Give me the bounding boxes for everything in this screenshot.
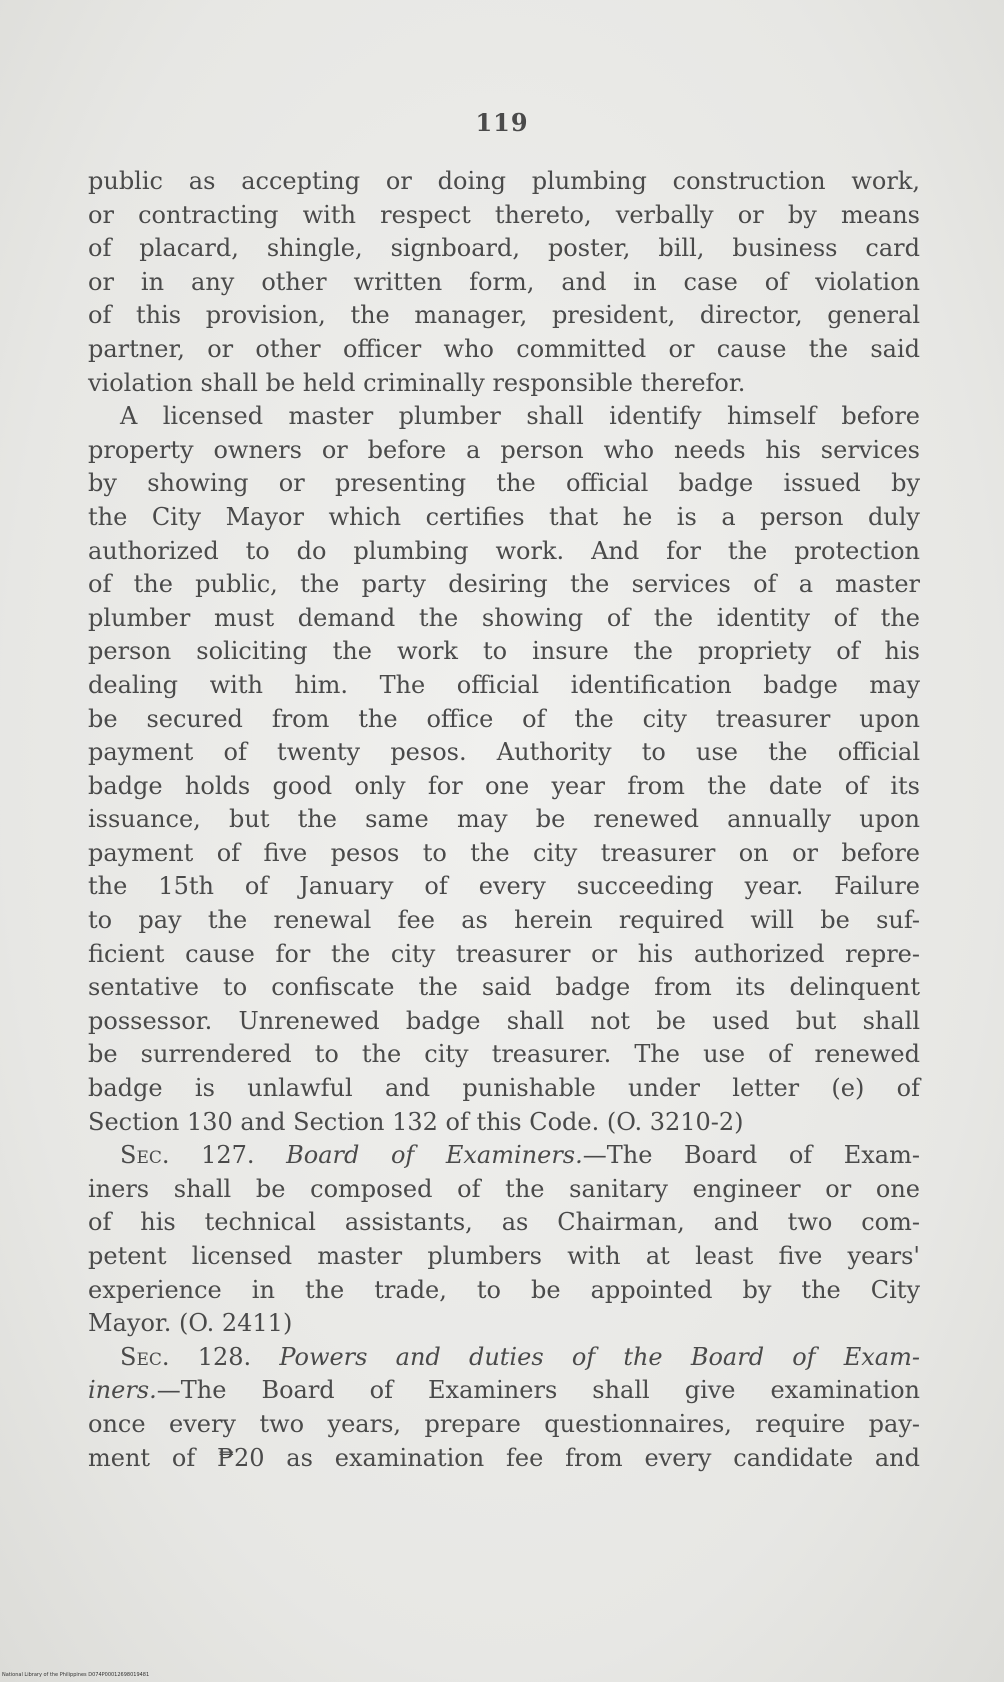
text-line: authorized to do plumbing work. And for the protection <box>88 536 920 565</box>
text-line: sentative to confiscate the said badge from its delinquent <box>88 973 920 1002</box>
text-line: once every two years, prepare questionnaires, require pay- <box>88 1409 920 1438</box>
text-line: ment of ₱20 as examination fee from every candidate and <box>88 1443 920 1472</box>
text-line: dealing with him. The official identification badge may <box>88 670 920 699</box>
text-line: public as accepting or doing plumbing construction work, <box>88 167 920 195</box>
text-line: of placard, shingle, signboard, poster, bill, business card <box>88 234 920 263</box>
page-number: 119 <box>475 108 529 137</box>
section-label: Sec. <box>120 1342 170 1371</box>
text-line: iners shall be composed of the sanitary engineer or one <box>88 1174 920 1203</box>
text-line: partner, or other officer who committed or cause the said <box>88 334 920 363</box>
text-line: or in any other written form, and in case of violation <box>88 267 920 296</box>
paragraph-continuation <box>88 165 920 400</box>
text-line: of this provision, the manager, president, director, general <box>88 301 920 330</box>
text-line: person soliciting the work to insure the propriety of his <box>88 637 920 666</box>
section-128 <box>88 1341 920 1475</box>
section-heading-line <box>88 1139 920 1173</box>
text-line: the City Mayor which certifies that he is a person duly <box>88 502 920 531</box>
section-heading-line <box>88 1341 920 1375</box>
text-line: the 15th of January of every succeeding year. Failure <box>88 872 920 901</box>
text-line: Mayor. (O. 2411) <box>88 1309 293 1338</box>
section-number: 127. <box>201 1141 255 1170</box>
text-line: by showing or presenting the official badge issued by <box>88 469 920 498</box>
section-127 <box>88 1139 920 1341</box>
text-line: A licensed master plumber shall identify himself before <box>120 402 920 431</box>
section-text: —The Board of Exam- <box>582 1141 920 1170</box>
text-line: of the public, the party desiring the services of a master <box>88 570 920 599</box>
section-text: —The Board of Examiners shall give examination <box>156 1376 920 1405</box>
text-line: of his technical assistants, as Chairman, and two com- <box>88 1208 920 1237</box>
section-title: Board of Examiners. <box>286 1141 583 1170</box>
paragraph-master-plumber <box>88 400 920 1139</box>
text-line: petent licensed master plumbers with at least five years' <box>88 1242 920 1270</box>
text-line: or contracting with respect thereto, verbally or by means <box>88 200 920 229</box>
text-line: be secured from the office of the city treasurer upon <box>88 704 920 733</box>
section-number: 128. <box>197 1342 252 1371</box>
body-text <box>88 165 920 1475</box>
text-line: issuance, but the same may be renewed annually upon <box>88 805 920 834</box>
text-line: badge is unlawful and punishable under letter (e) of <box>88 1074 920 1103</box>
text-line: Section 130 and Section 132 of this Code. (O. 3210-2) <box>88 1107 744 1136</box>
text-line: possessor. Unrenewed badge shall not be used but shall <box>88 1006 920 1035</box>
scan-credit: National Library of the Philippines D074P00012698019481 <box>2 1672 150 1678</box>
text-line: plumber must demand the showing of the identity of the <box>88 603 920 632</box>
text-line: payment of five pesos to the city treasurer on or before <box>88 838 920 867</box>
section-title: Powers and duties of the Board of Exam- <box>279 1342 920 1371</box>
text-line: payment of twenty pesos. Authority to use the official <box>88 738 920 767</box>
section-heading-line <box>88 1374 920 1408</box>
section-title-continued: iners. <box>88 1376 157 1405</box>
text-line: ficient cause for the city treasurer or his authorized repre- <box>88 939 920 968</box>
section-label: Sec. <box>120 1141 170 1170</box>
text-line: violation shall be held criminally responsible therefor. <box>88 368 746 397</box>
text-line: experience in the trade, to be appointed by the City <box>88 1275 920 1304</box>
text-line: badge holds good only for one year from the date of its <box>88 771 920 800</box>
text-line: property owners or before a person who needs his services <box>88 435 920 464</box>
text-line: be surrendered to the city treasurer. The use of renewed <box>88 1040 920 1069</box>
text-line: to pay the renewal fee as herein required will be suf- <box>88 906 920 935</box>
